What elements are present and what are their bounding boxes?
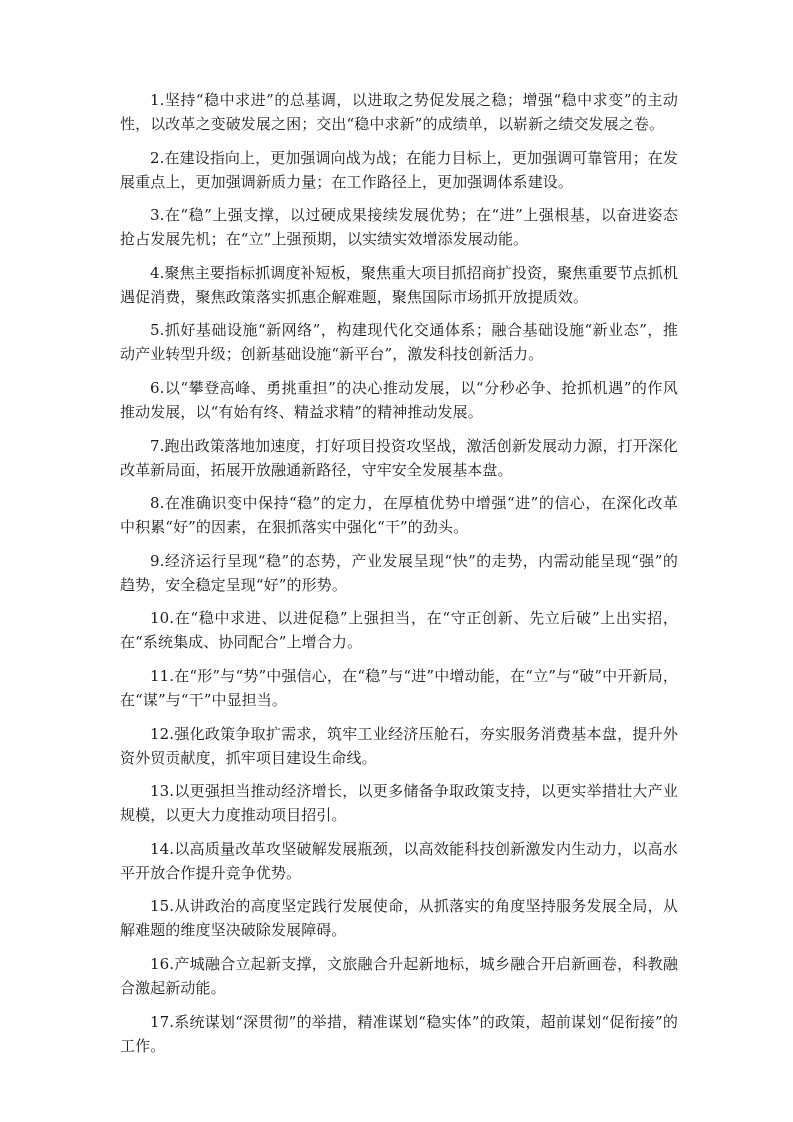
paragraph-17: 17.系统谋划“深贯彻”的举措，精准谋划“稳实体”的政策，超前谋划“促衔接”的工作。 xyxy=(120,1012,678,1055)
paragraph-13: 13.以更强担当推动经济增长，以更多储备争取政策支持，以更实举措壮大产业规模，以更大力度推动项目招引。 xyxy=(120,782,678,825)
paragraph-2: 2.在建设指向上，更加强调向战为战；在能力目标上，更加强调可靠管用；在发展重点上，更加强调新质力量；在工作路径上，更加强调体系建设。 xyxy=(120,148,678,191)
paragraph-12: 12.强化政策争取扩需求，筑牢工业经济压舱石，夯实服务消费基本盘，提升外资外贸贡献度，抓牢项目建设生命线。 xyxy=(120,724,678,767)
paragraph-7: 7.跑出政策落地加速度，打好项目投资攻坚战，激活创新发展动力源，打开深化改革新局面，拓展开放融通新路径，守牢安全发展基本盘。 xyxy=(120,436,678,479)
paragraph-10: 10.在“稳中求进、以进促稳”上强担当，在“守正创新、先立后破”上出实招，在“系统集成、协同配合”上增合力。 xyxy=(120,609,678,652)
paragraph-5: 5.抓好基础设施“新网络”，构建现代化交通体系；融合基础设施“新业态”，推动产业转型升级；创新基础设施“新平台”，激发科技创新活力。 xyxy=(120,321,678,364)
paragraph-4: 4.聚焦主要指标抓调度补短板，聚焦重大项目抓招商扩投资，聚焦重要节点抓机遇促消费，聚焦政策落实抓惠企解难题，聚焦国际市场抓开放提质效。 xyxy=(120,263,678,306)
paragraph-6: 6.以“攀登高峰、勇挑重担”的决心推动发展，以“分秒必争、抢抓机遇”的作风推动发展，以“有始有终、精益求精”的精神推动发展。 xyxy=(120,378,678,421)
paragraph-9: 9.经济运行呈现“稳”的态势，产业发展呈现“快”的走势，内需动能呈现“强”的趋势，安全稳定呈现“好”的形势。 xyxy=(120,551,678,594)
paragraph-16: 16.产城融合立起新支撑，文旅融合升起新地标，城乡融合开启新画卷，科教融合激起新动能。 xyxy=(120,954,678,997)
paragraph-3: 3.在“稳”上强支撑，以过硬成果接续发展优势；在“进”上强根基，以奋进姿态抢占发展先机；在“立”上强预期，以实绩实效增添发展动能。 xyxy=(120,206,678,249)
paragraph-15: 15.从讲政治的高度坚定践行发展使命，从抓落实的角度坚持服务发展全局，从解难题的维度坚决破除发展障碍。 xyxy=(120,897,678,940)
paragraph-11: 11.在“形”与“势”中强信心，在“稳”与“进”中增动能，在“立”与“破”中开新局，在“谋”与“干”中显担当。 xyxy=(120,666,678,709)
paragraph-14: 14.以高质量改革攻坚破解发展瓶颈，以高效能科技创新激发内生动力，以高水平开放合作提升竞争优势。 xyxy=(120,839,678,882)
paragraph-1: 1.坚持“稳中求进”的总基调，以进取之势促发展之稳；增强“稳中求变”的主动性，以改革之变破发展之困；交出“稳中求新”的成绩单，以崭新之绩交发展之卷。 xyxy=(120,91,678,133)
document-page xyxy=(120,88,678,1067)
paragraph-8: 8.在准确识变中保持“稳”的定力，在厚植优势中增强“进”的信心，在深化改革中积累“好”的因素，在狠抓落实中强化“干”的劲头。 xyxy=(120,494,678,537)
